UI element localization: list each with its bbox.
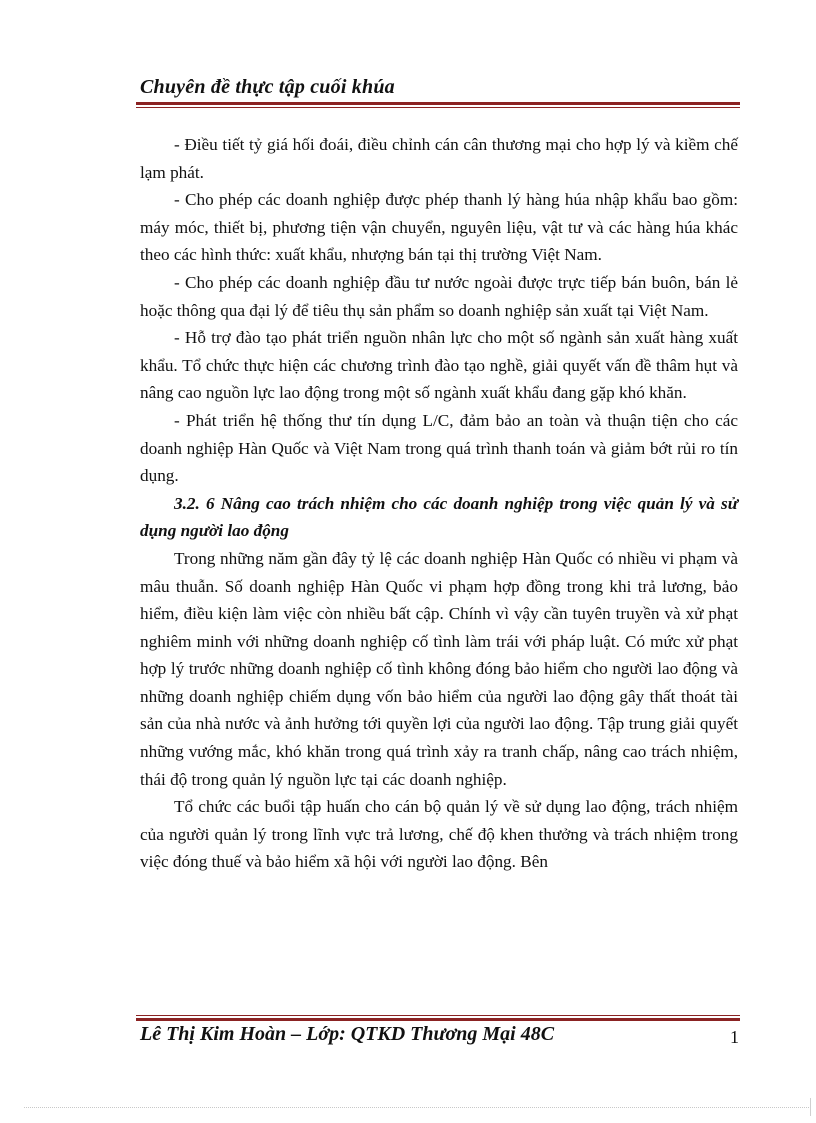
paragraph: Tổ chức các buổi tập huấn cho cán bộ quản lý về sử dụng lao động, trách nhiệm của người quản lý trong lĩnh vực trả lương, chế độ khen thưởng và trách nhiệm trong việc đóng thuế và bảo hiểm xã hội với người lao động. Bên xyxy=(140,797,738,872)
paragraph: Trong những năm gần đây tỷ lệ các doanh nghiệp Hàn Quốc có nhiều vi phạm và mâu thuẫn. Số doanh nghiệp Hàn Quốc vi phạm hợp đồng trong khi trả lương, bảo hiểm, điều kiện làm việc còn nhiều bất cập. Chính vì vậy cần tuyên truyền và xử phạt nghiêm minh với những doanh nghiệp cố tình làm trái với pháp luật. Có mức xử phạt hợp lý trước những doanh nghiệp cố tình không đóng bảo hiểm cho người lao động và những doanh nghiệp chiếm dụng vốn bảo hiểm của người lao động gây thất thoát tài sản của nhà nước và ảnh hưởng tới quyền lợi của người lao động. Tập trung giải quyết những vướng mắc, khó khăn trong quá trình xảy ra tranh chấp, nâng cao trách nhiệm, thái độ trong quản lý nguồn lực tại các doanh nghiệp. xyxy=(140,548,738,789)
document-header-title: Chuyên đề thực tập cuối khúa xyxy=(140,76,395,98)
header-rule-thick xyxy=(136,102,740,105)
paragraph: - Phát triển hệ thống thư tín dụng L/C, đảm bảo an toàn và thuận tiện cho các doanh nghiệp Hàn Quốc và Việt Nam trong quá trình thanh toán và giảm bớt rủi ro tín dụng. xyxy=(140,410,738,486)
footer-author: Lê Thị Kim Hoàn – Lớp: QTKD Thương Mại 48C xyxy=(140,1023,555,1045)
page-bottom-edge xyxy=(24,1107,809,1108)
footer-rule-thin xyxy=(136,1015,740,1016)
page-number: 1 xyxy=(730,1027,739,1047)
paragraph: - Cho phép các doanh nghiệp được phép thanh lý hàng húa nhập khẩu bao gồm: máy móc, thiết bị, phương tiện vận chuyển, nguyên liệu, vật tư và các hàng húa khác theo các hình thức: xuất khẩu, nhượng bán tại thị trường Việt Nam. xyxy=(140,190,738,265)
page-corner-mark xyxy=(810,1098,811,1116)
paragraph: - Cho phép các doanh nghiệp đầu tư nước ngoài được trực tiếp bán buôn, bán lẻ hoặc thông qua đại lý để tiêu thụ sản phẩm so doanh nghiệp sản xuất tại Việt Nam. xyxy=(140,272,738,320)
header-rule-thin xyxy=(136,107,740,108)
document-body xyxy=(140,131,738,876)
footer-rule-thick xyxy=(136,1018,740,1021)
section-heading: 3.2. 6 Nâng cao trách nhiệm cho các doanh nghiệp trong việc quản lý và sử dụng người lao động xyxy=(140,493,738,541)
paragraph: - Điều tiết tỷ giá hối đoái, điều chỉnh cán cân thương mại cho hợp lý và kiềm chế lạm phát. xyxy=(140,135,738,182)
paragraph: - Hỗ trợ đào tạo phát triển nguồn nhân lực cho một số ngành sản xuất hàng xuất khẩu. Tổ chức thực hiện các chương trình đào tạo nghề, giải quyết vấn đề thâm hụt và nâng cao nguồn lực lao động trong một số ngành xuất khẩu đang gặp khó khăn. xyxy=(140,328,738,403)
